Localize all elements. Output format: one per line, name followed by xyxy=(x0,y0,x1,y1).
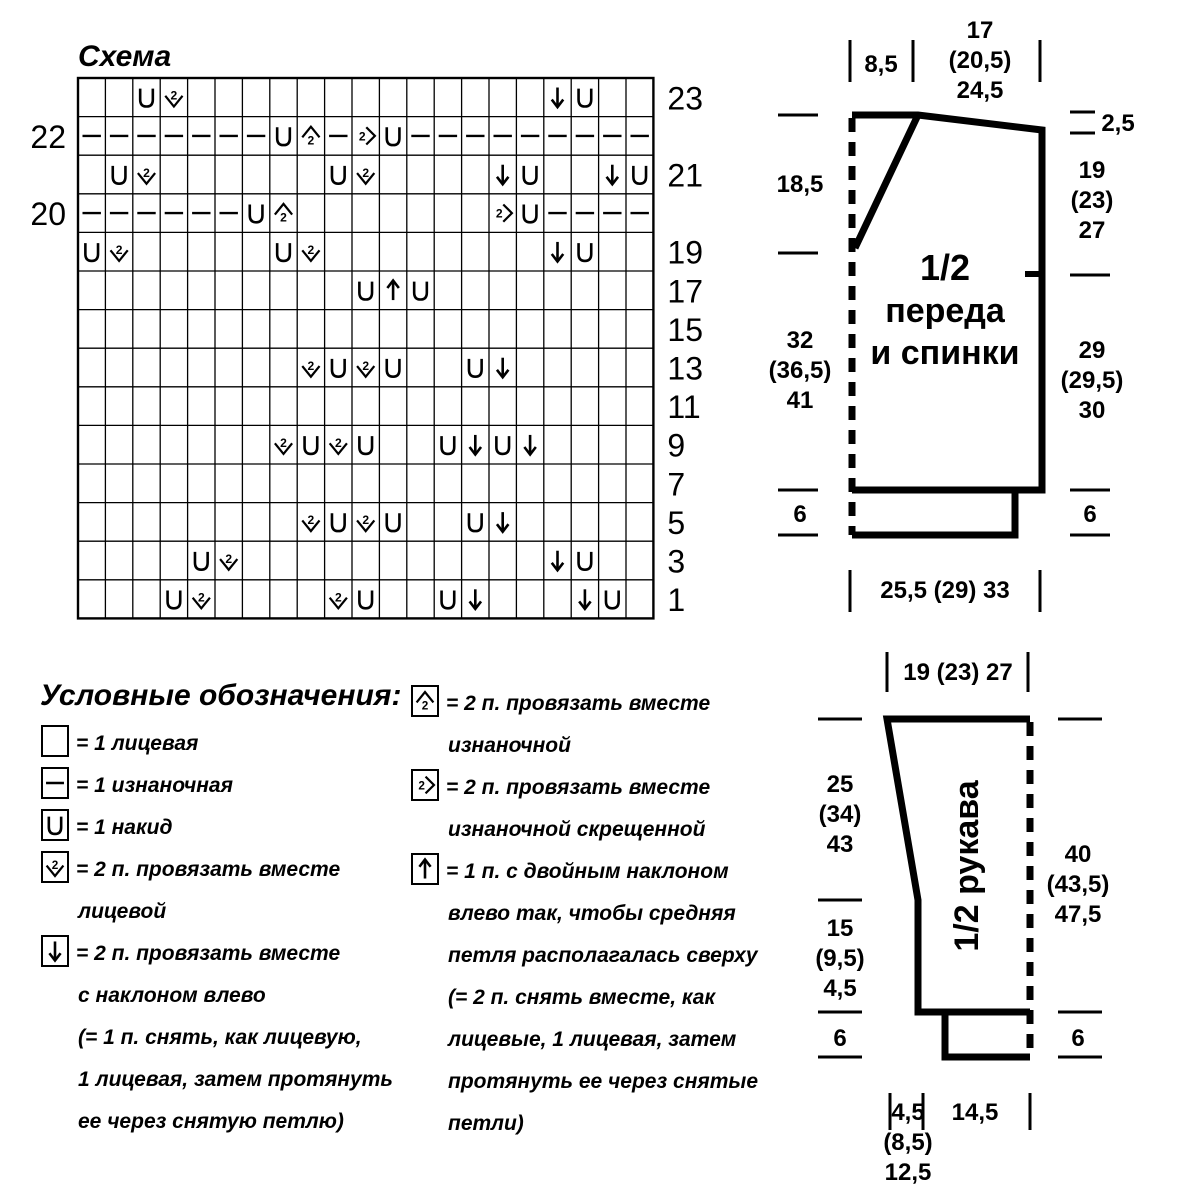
chart-cell xyxy=(470,589,482,609)
sym-digit: 2 xyxy=(362,513,370,528)
dim-text: (20,5) xyxy=(948,47,1012,74)
sym-digit: 2 xyxy=(197,590,205,605)
sym-digit: 2 xyxy=(280,210,287,225)
chart-cell xyxy=(302,359,319,377)
dim-text: 17 xyxy=(966,17,994,44)
chart-cell xyxy=(496,436,509,454)
chart-cell xyxy=(387,359,400,377)
legend-item xyxy=(412,854,759,1135)
body-title: 1/2 xyxy=(919,247,971,288)
legend-text: влево так, чтобы средняя xyxy=(448,902,736,925)
chart-cell xyxy=(442,436,455,454)
dim-text: 29 xyxy=(1078,337,1106,364)
chart-cell xyxy=(387,127,400,145)
sym-digit: 2 xyxy=(358,129,366,144)
sym-digit: 2 xyxy=(307,513,315,528)
chart-cell xyxy=(359,282,372,300)
stitch-chart xyxy=(30,78,703,618)
chart-cell xyxy=(305,436,318,454)
legend-text: изнаночной xyxy=(448,734,571,757)
legend-text: = 1 лицевая xyxy=(76,732,199,755)
dim-text: 43 xyxy=(826,831,854,858)
legend-text: = 1 изнаночная xyxy=(76,774,233,797)
chart-cell xyxy=(496,204,512,221)
dim-text: 6 xyxy=(833,1025,847,1052)
dim-text: 6 xyxy=(1071,1025,1085,1052)
chart-cell xyxy=(442,590,455,608)
row-number: 23 xyxy=(667,80,703,117)
dim-text: 19 xyxy=(1078,157,1106,184)
sym-digit: 2 xyxy=(115,243,123,258)
legend-item xyxy=(42,810,172,840)
row-number: 19 xyxy=(667,234,703,271)
dim-text: 4,5 xyxy=(891,1099,925,1126)
dim-text: 12,5 xyxy=(884,1159,932,1186)
sym-digit: 2 xyxy=(421,699,429,713)
chart-cell xyxy=(85,243,98,261)
body-schematic xyxy=(769,17,1135,612)
legend-item xyxy=(42,768,233,798)
dim-text: (34) xyxy=(818,801,862,828)
chart-cell xyxy=(110,243,127,261)
chart-cell xyxy=(357,359,374,377)
legend xyxy=(40,679,759,1135)
row-number: 1 xyxy=(667,582,686,619)
chart-cell xyxy=(332,359,345,377)
sleeve-title: 1/2 рукава xyxy=(948,780,986,952)
dim-text: 40 xyxy=(1064,841,1092,868)
legend-title: Условные обозначения: xyxy=(40,679,402,712)
legend-text: (= 1 п. снять, как лицевую, xyxy=(78,1026,362,1049)
chart-cell xyxy=(138,166,155,184)
legend-text: петля располагалась сверху xyxy=(448,944,758,967)
sym-digit: 2 xyxy=(280,436,287,451)
dim-text: (43,5) xyxy=(1046,871,1110,898)
dim-text: 15 xyxy=(826,915,854,942)
chart-cell xyxy=(275,436,292,454)
chart-cell xyxy=(579,589,591,609)
dim-text: 47,5 xyxy=(1054,901,1102,928)
row-number: 5 xyxy=(667,504,686,541)
dim-text: (36,5) xyxy=(768,357,832,384)
chart-cell xyxy=(332,166,345,184)
chart-cell xyxy=(552,88,564,108)
chart-cell xyxy=(579,89,592,107)
chart-cell xyxy=(497,512,509,532)
chart-title: Схема xyxy=(78,40,172,73)
chart-cell xyxy=(524,204,537,222)
legend-text: = 2 п. провязать вместе xyxy=(76,858,341,881)
chart-cell xyxy=(524,435,536,455)
chart-cell xyxy=(387,513,400,531)
chart-cell xyxy=(469,513,482,531)
chart-cell xyxy=(524,166,537,184)
dim-text: 6 xyxy=(793,501,807,528)
legend-text: лицевые, 1 лицевая, затем xyxy=(448,1028,737,1051)
chart-cell xyxy=(552,551,564,571)
legend-text: петли) xyxy=(448,1112,524,1135)
chart-cell xyxy=(330,436,347,454)
chart-cell xyxy=(607,165,619,185)
legend-item xyxy=(412,770,710,841)
row-number: 9 xyxy=(667,427,686,464)
body-title: переда xyxy=(885,292,1005,330)
sym-digit: 2 xyxy=(362,165,370,180)
chart-cell xyxy=(168,590,181,608)
dim-text: 4,5 xyxy=(823,975,857,1002)
legend-item xyxy=(42,936,393,1133)
chart-cell xyxy=(302,513,319,531)
sym-digit: 2 xyxy=(51,859,59,873)
dim-text: 25,5 (29) 33 xyxy=(880,577,1010,604)
dim-text: 19 (23) 27 xyxy=(903,659,1013,686)
chart-cell xyxy=(359,127,375,144)
dim-text: 32 xyxy=(786,327,814,354)
chart-cell xyxy=(357,513,374,531)
dim-text: 27 xyxy=(1078,217,1106,244)
chart-cell xyxy=(330,590,347,608)
chart-cell xyxy=(113,166,126,184)
dim-text: 24,5 xyxy=(956,77,1004,104)
chart-cell xyxy=(195,552,208,570)
dim-text: 6 xyxy=(1083,501,1097,528)
chart-cell xyxy=(220,552,237,570)
dim-text: (29,5) xyxy=(1060,367,1124,394)
sym-digit: 2 xyxy=(362,358,370,373)
dim-text: (8,5) xyxy=(883,1129,933,1156)
sleeve-schematic xyxy=(815,652,1109,1186)
sym-digit: 2 xyxy=(225,551,233,566)
sym-digit: 2 xyxy=(418,779,425,793)
sym-digit: 2 xyxy=(334,436,342,451)
chart-cell xyxy=(633,166,646,184)
sym-digit: 2 xyxy=(307,358,315,373)
dim-text: 2,5 xyxy=(1101,110,1135,137)
chart-cell xyxy=(140,89,153,107)
legend-text: = 2 п. провязать вместе xyxy=(76,942,341,965)
dim-text: 30 xyxy=(1078,397,1106,424)
sym-digit: 2 xyxy=(334,590,342,605)
chart-cell xyxy=(357,166,374,184)
chart-cell xyxy=(250,204,263,222)
chart-cell xyxy=(387,281,399,301)
legend-text: = 1 накид xyxy=(76,816,173,839)
row-number: 21 xyxy=(667,157,703,194)
legend-item xyxy=(412,686,710,757)
chart-cell xyxy=(414,282,427,300)
legend-text: 1 лицевая, затем протянуть xyxy=(78,1068,393,1091)
row-number: 7 xyxy=(667,466,686,503)
chart-cell xyxy=(579,243,592,261)
row-number: 15 xyxy=(667,311,703,348)
chart-cell xyxy=(193,590,210,608)
body-title: и спинки xyxy=(870,334,1020,372)
sym-digit: 2 xyxy=(307,243,315,258)
dim-text: 41 xyxy=(786,387,814,414)
chart-cell xyxy=(302,243,319,261)
dim-text: 25 xyxy=(826,771,854,798)
chart-cell xyxy=(552,242,564,262)
legend-text: (= 2 п. снять вместе, как xyxy=(448,986,716,1009)
row-number: 11 xyxy=(667,389,701,426)
legend-item xyxy=(42,726,198,756)
sym-digit: 2 xyxy=(307,133,315,148)
chart-cell xyxy=(359,436,372,454)
chart-cell xyxy=(469,359,482,377)
legend-text: = 2 п. провязать вместе xyxy=(446,776,711,799)
chart-cell xyxy=(277,243,290,261)
chart-cell xyxy=(579,552,592,570)
row-number: 3 xyxy=(667,543,686,580)
chart-cell xyxy=(497,358,509,378)
chart-cell xyxy=(606,590,619,608)
chart-cell xyxy=(302,127,319,148)
row-number: 22 xyxy=(30,118,66,155)
sym-digit: 2 xyxy=(495,206,503,221)
row-number: 17 xyxy=(667,273,703,310)
legend-text: ее через снятую петлю) xyxy=(78,1110,344,1133)
chart-cell xyxy=(497,165,509,185)
dim-text: 18,5 xyxy=(776,171,824,198)
sym-digit: 2 xyxy=(143,165,150,180)
chart-cell xyxy=(275,204,292,225)
chart-cell xyxy=(470,435,482,455)
chart-cell xyxy=(359,590,372,608)
legend-text: изнаночной скрещенной xyxy=(448,818,706,841)
chart-cell xyxy=(165,89,182,107)
row-number: 20 xyxy=(30,196,66,233)
dim-text: (23) xyxy=(1070,187,1114,214)
row-number: 13 xyxy=(667,350,703,387)
legend-text: лицевой xyxy=(78,900,167,923)
legend-text: с наклоном влево xyxy=(78,984,266,1007)
legend-item xyxy=(42,852,340,923)
legend-text: протянуть ее через снятые xyxy=(448,1070,759,1093)
dim-text: 8,5 xyxy=(864,51,898,78)
dim-text: (9,5) xyxy=(815,945,865,972)
dim-text: 14,5 xyxy=(951,1099,999,1126)
legend-text: = 2 п. провязать вместе xyxy=(446,692,711,715)
legend-text: = 1 п. с двойным наклоном xyxy=(446,860,729,883)
chart-cell xyxy=(277,127,290,145)
chart-cell xyxy=(332,513,345,531)
sym-digit: 2 xyxy=(170,88,178,103)
